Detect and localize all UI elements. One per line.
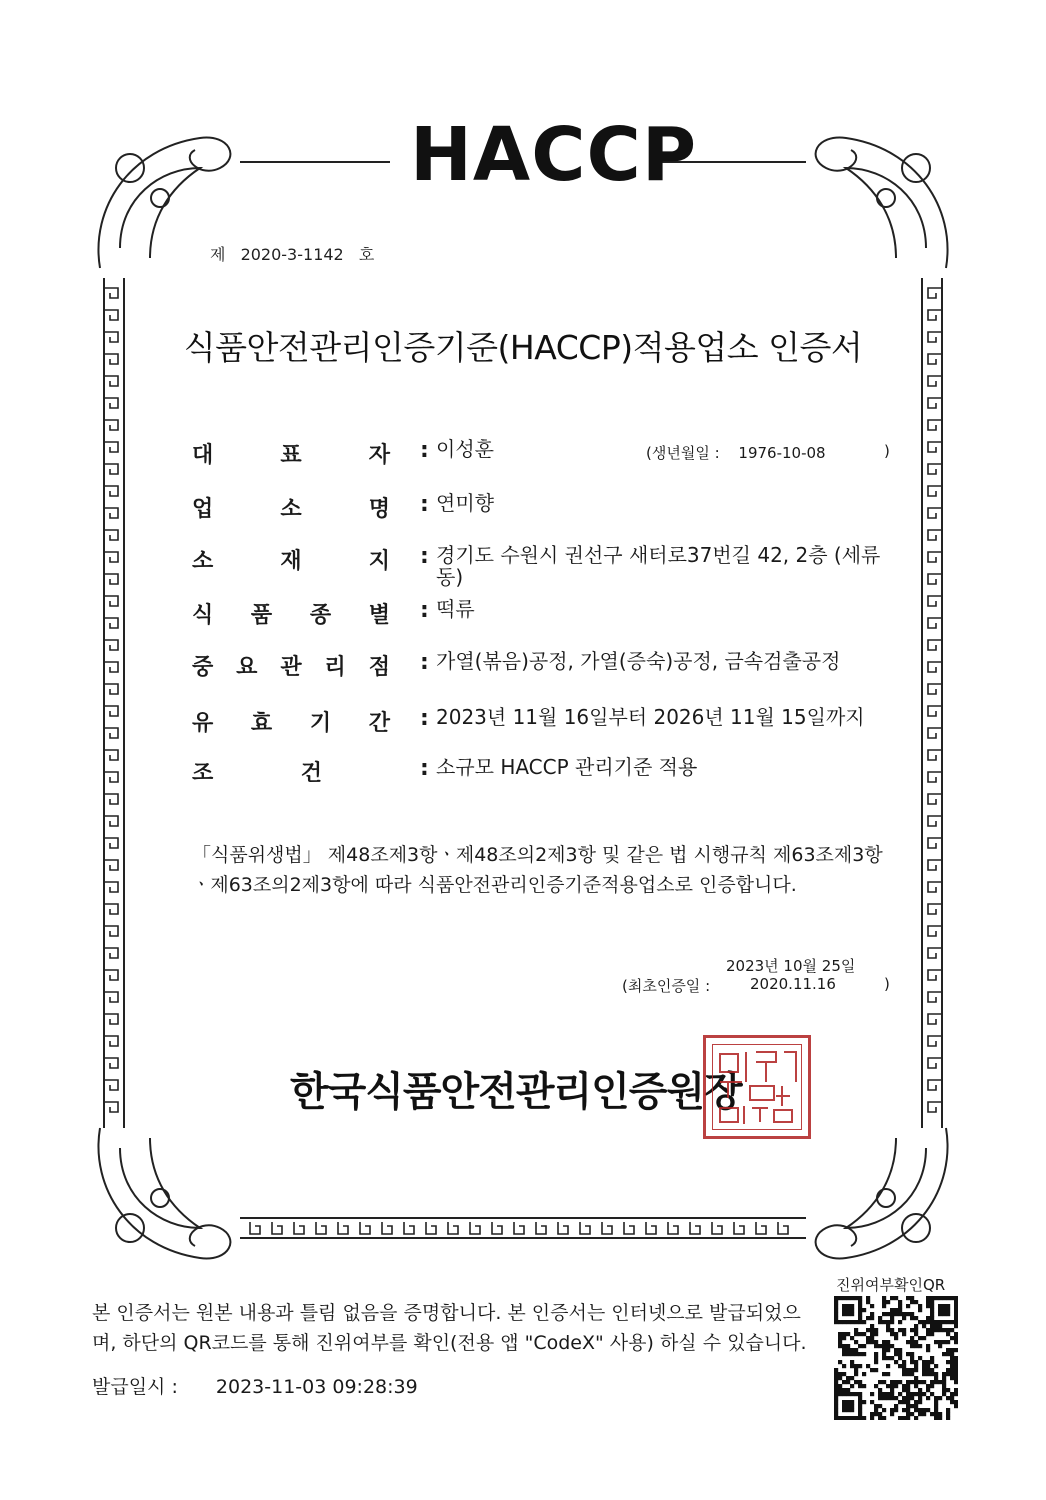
field-value: 떡류 [436, 597, 475, 621]
issue-date: 2023년 10월 25일 [726, 957, 856, 975]
issuing-organization: 한국식품안전관리인증원장 [290, 1069, 742, 1115]
issue-datetime-label: 발급일시 : [92, 1376, 178, 1398]
qr-code-icon[interactable] [834, 1296, 958, 1420]
birth-date-label: (생년월일 : [646, 444, 720, 462]
qr-label: 진위여부확인QR [836, 1276, 946, 1294]
field-label-char: 품 [250, 603, 273, 628]
field-colon: : [420, 706, 429, 731]
field-label-char: 조 [192, 761, 214, 786]
official-seal [703, 1035, 811, 1139]
field-label [192, 544, 390, 575]
cert-number-suffix: 호 [358, 245, 375, 264]
certificate-number [210, 242, 384, 265]
field-colon: : [420, 544, 429, 569]
cert-number-value: 2020-3-1142 [240, 245, 344, 264]
birth-date [646, 442, 890, 463]
field-row [192, 706, 912, 738]
field-label-char: 업 [192, 497, 214, 522]
field-row [192, 492, 912, 524]
field-label [192, 756, 322, 787]
field-label-char: 효 [250, 711, 273, 736]
first-certification-date [622, 975, 892, 996]
field-label-char: 유 [192, 711, 214, 736]
seal-pattern-icon [706, 1038, 808, 1136]
field-label-char: 명 [368, 497, 390, 522]
field-label-char: 중 [192, 655, 214, 680]
first-cert-label: (최초인증일 : [622, 977, 711, 995]
field-colon: : [420, 756, 429, 781]
field-label-char: 표 [280, 443, 302, 468]
first-cert-close: ) [884, 975, 890, 993]
field-label-char: 소 [280, 497, 302, 522]
field-label-char: 간 [368, 711, 390, 736]
field-label-char: 대 [192, 443, 214, 468]
field-label-char: 건 [300, 761, 322, 786]
field-label [192, 492, 390, 523]
field-label [192, 598, 390, 629]
field-label [192, 650, 390, 681]
birth-date-value: 1976-10-08 [738, 444, 826, 462]
field-label-char: 소 [192, 549, 214, 574]
field-label-char: 자 [368, 443, 390, 468]
field-label-char: 지 [368, 549, 390, 574]
authenticity-notice: 본 인증서는 원본 내용과 틀림 없음을 증명합니다. 본 인증서는 인터넷으로 발급되었으며, 하단의 QR코드를 통해 진위여부를 확인(전용 앱 "CodeX" 사용) 하실 수 있습니다. [92, 1302, 807, 1354]
first-cert-value: 2020.11.16 [750, 975, 836, 993]
field-label [192, 706, 390, 737]
field-label-char: 별 [368, 603, 390, 628]
field-label-char: 관 [280, 655, 302, 680]
issue-datetime [92, 1372, 418, 1399]
field-row [192, 543, 912, 589]
field-row [192, 650, 912, 682]
cert-number-prefix: 제 [210, 245, 226, 264]
field-value: 경기도 수원시 권선구 새터로37번길 42, 2층 (세류동) [436, 543, 881, 589]
issue-datetime-value: 2023-11-03 09:28:39 [215, 1376, 418, 1398]
haccp-logo: HACCP [410, 112, 698, 198]
field-label [192, 438, 390, 469]
field-value: 2023년 11월 16일부터 2026년 11월 15일까지 [436, 705, 865, 729]
field-label-char: 식 [192, 603, 214, 628]
field-value: 가열(볶음)공정, 가열(증숙)공정, 금속검출공정 [436, 649, 841, 673]
field-value: 소규모 HACCP 관리기준 적용 [436, 755, 698, 779]
field-row [192, 756, 912, 788]
field-label-char: 요 [236, 655, 258, 680]
field-value: 연미향 [436, 491, 494, 515]
field-value: 이성훈 [436, 437, 494, 461]
field-label-char: 점 [368, 655, 390, 680]
field-label-char: 재 [280, 549, 302, 574]
birth-date-close: ) [884, 442, 890, 460]
certification-statement: 「식품위생법」 제48조제3항ㆍ제48조의2제3항 및 같은 법 시행규칙 제63조제3항ㆍ제63조의2제3항에 따라 식품안전관리인증기준적용업소로 인증합니다. [192, 844, 883, 896]
field-colon: : [420, 598, 429, 623]
field-colon: : [420, 492, 429, 517]
field-row [192, 598, 912, 630]
field-label-char: 종 [309, 603, 332, 628]
field-label-char: 기 [309, 711, 332, 736]
field-label-char: 리 [324, 655, 346, 680]
field-colon: : [420, 650, 429, 675]
field-colon: : [420, 438, 429, 463]
certificate-title: 식품안전관리인증기준(HACCP)적용업소 인증서 [183, 328, 863, 367]
